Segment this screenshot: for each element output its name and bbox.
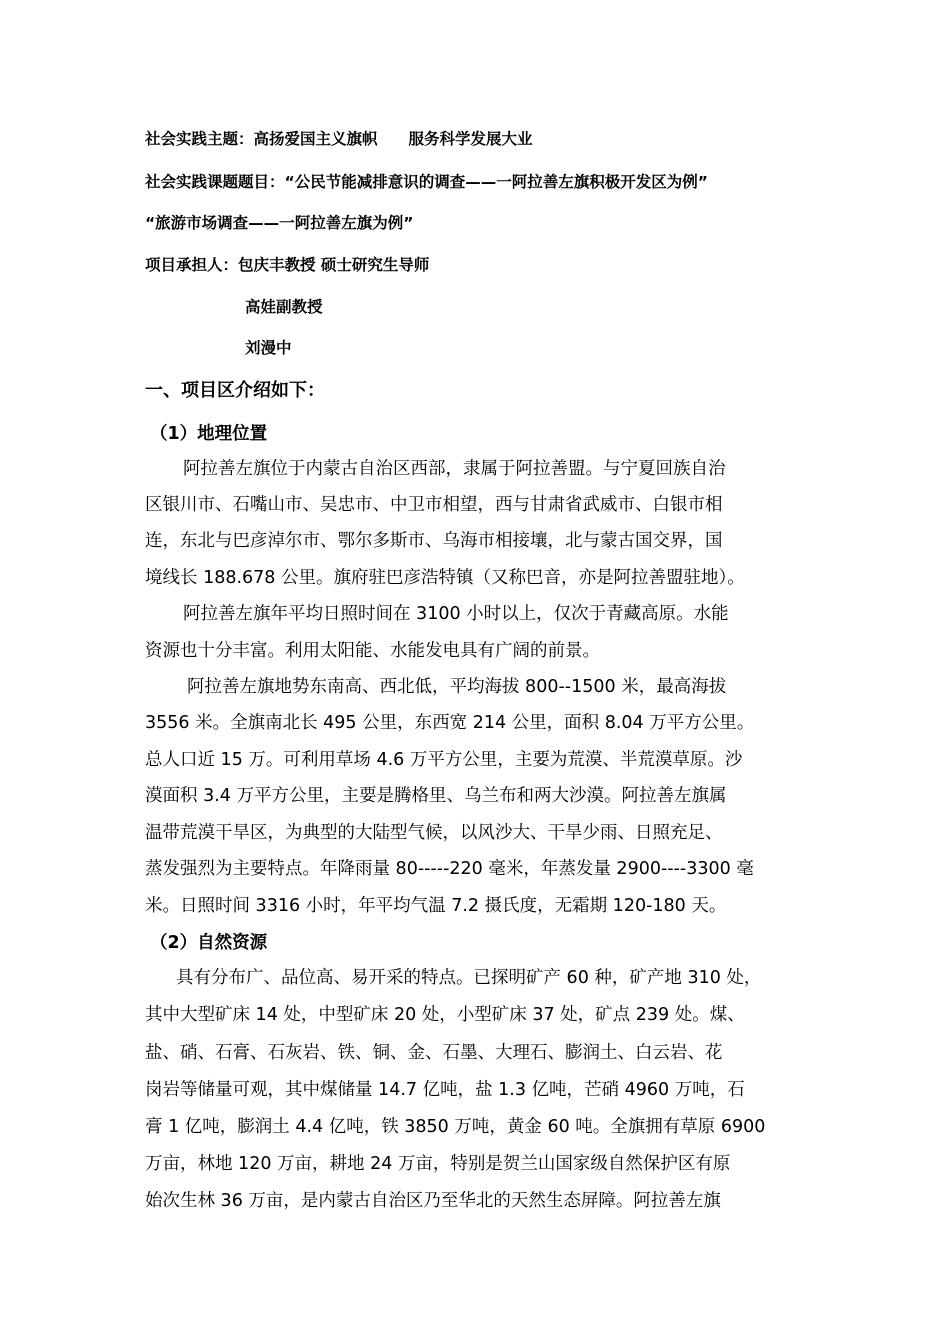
paragraph-line: 蒸发强烈为主要特点。年降雨量 80-----220 毫米，年蒸发量 2900----3300 毫	[145, 859, 754, 879]
paragraph-line: 阿拉善左旗地势东南高、西北低，平均海拔 800--1500 米，最高海拔	[187, 677, 727, 697]
subsection-title-resources: （2）自然资源	[150, 933, 268, 953]
paragraph-line: 3556 米。全旗南北长 495 公里，东西宽 214 公里，面积 8.04 万平方公里。	[145, 713, 755, 733]
paragraph-line: 膏 1 亿吨，膨润土 4.4 亿吨，铁 3850 万吨，黄金 60 吨。全旗拥有草原 6900	[145, 1117, 766, 1137]
project-leader-3: 刘漫中	[245, 339, 292, 357]
paragraph-line: 连，东北与巴彦淖尔市、鄂尔多斯市、乌海市相接壤，北与蒙古国交界，国	[145, 531, 723, 551]
paragraph-line: 区银川市、石嘴山市、吴忠市、中卫市相望，西与甘肃省武威市、白银市相	[145, 495, 723, 515]
paragraph-line: 温带荒漠干旱区，为典型的大陆型气候，以风沙大、干旱少雨、日照充足、	[145, 823, 723, 843]
paragraph-line: 境线长 188.678 公里。旗府驻巴彦浩特镇（又称巴音，亦是阿拉善盟驻地）。	[145, 568, 745, 588]
section-title: 一、项目区介绍如下：	[145, 380, 325, 401]
paragraph-line: 盐、硝、石膏、石灰岩、铁、铜、金、石墨、大理石、膨润土、白云岩、花	[145, 1043, 723, 1063]
paragraph-line: 其中大型矿床 14 处，中型矿床 20 处，小型矿床 37 处，矿点 239 处。煤、	[145, 1005, 745, 1025]
practice-topic: 社会实践课题题目：“公民节能减排意识的调查——一阿拉善左旗积极开发区为例”	[145, 173, 708, 191]
paragraph-line: 万亩，林地 120 万亩，耕地 24 万亩，特别是贺兰山国家级自然保护区有原	[145, 1154, 731, 1174]
paragraph-line: 岗岩等储量可观，其中煤储量 14.7 亿吨，盐 1.3 亿吨，芒硝 4960 万吨，石	[145, 1080, 745, 1100]
practice-theme: 社会实践主题：高扬爱国主义旗帜 服务科学发展大业	[145, 130, 533, 148]
paragraph-line: 具有分布广、品位高、易开采的特点。已探明矿产 60 种，矿产地 310 处，	[176, 968, 762, 988]
paragraph-line: 总人口近 15 万。可利用草场 4.6 万平方公里，主要为荒漠、半荒漠草原。沙	[145, 750, 743, 770]
paragraph-line: 米。日照时间 3316 小时，年平均气温 7.2 摄氏度，无霜期 120-180 天。	[145, 896, 727, 916]
paragraph-line: 阿拉善左旗位于内蒙古自治区西部，隶属于阿拉善盟。与宁夏回族自治	[183, 459, 726, 479]
paragraph-line: 阿拉善左旗年平均日照时间在 3100 小时以上，仅次于青藏高原。水能	[183, 604, 729, 624]
subsection-title-geography: （1）地理位置	[150, 424, 268, 444]
practice-topic-2: “旅游市场调查——一阿拉善左旗为例”	[145, 214, 414, 232]
paragraph-line: 资源也十分丰富。利用太阳能、水能发电具有广阔的前景。	[145, 641, 600, 661]
paragraph-line: 始次生林 36 万亩，是内蒙古自治区乃至华北的天然生态屏障。阿拉善左旗	[145, 1191, 721, 1211]
project-leader-2: 高娃副教授	[245, 298, 323, 316]
project-leaders: 项目承担人：包庆丰教授 硕士研究生导师	[145, 256, 430, 274]
paragraph-line: 漠面积 3.4 万平方公里，主要是腾格里、乌兰布和两大沙漠。阿拉善左旗属	[145, 786, 727, 806]
